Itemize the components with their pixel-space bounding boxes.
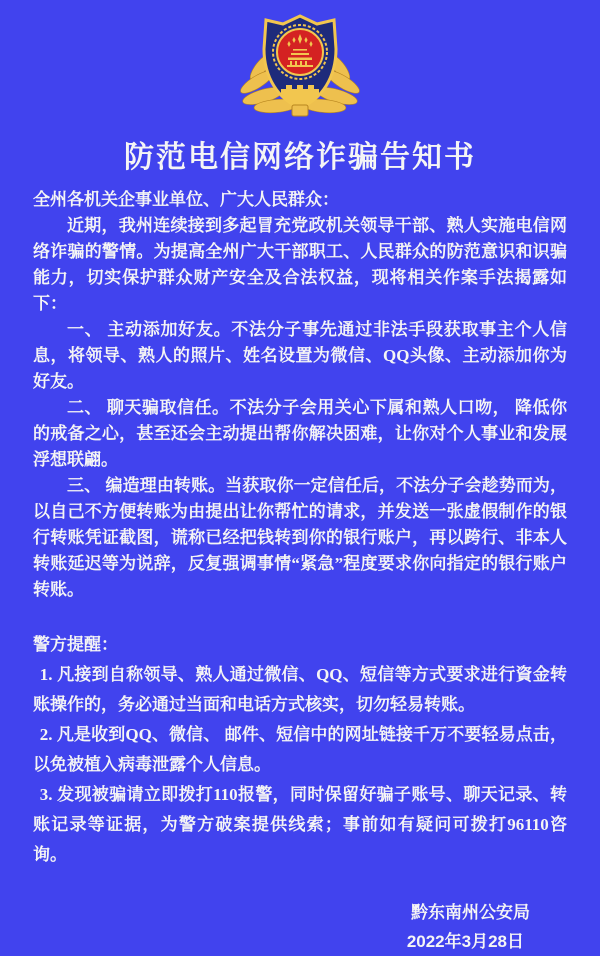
- police-badge-icon: [237, 7, 363, 119]
- police-reminder-section: [33, 630, 567, 870]
- issuer-name: 黔东南州公安局: [411, 903, 530, 922]
- reminder-item-3: 3. 发现被骗请立即拨打110报警，同时保留好骗子账号、聊天记录、转账记录等证据，为警方破案提供线索；事前如有疑问可拨打96110咨询。: [33, 785, 567, 864]
- badge-container: [0, 0, 600, 119]
- signature-block: [33, 898, 567, 956]
- reminder-item-1: 1. 凡接到自称领导、熟人通过微信、QQ、短信等方式要求进行資金转账操作的，务必通过当面和电话方式核实，切勿轻易转账。: [33, 665, 567, 714]
- issue-date: 2022年3月28日: [406, 932, 524, 951]
- page-title: 防范电信网络诈骗告知书: [124, 141, 476, 174]
- notice-body: [0, 187, 600, 956]
- method-paragraph-1: 一、 主动添加好友。不法分子事先通过非法手段获取事主个人信息，将领导、熟人的照片、姓名设置为微信、QQ头像、主动添加你为好友。: [33, 320, 567, 391]
- reminder-heading: 警方提醒：: [33, 635, 118, 654]
- salutation: 全州各机关企事业单位、广大人民群众：: [33, 190, 339, 209]
- method-paragraph-3: 三、 编造理由转账。当获取你一定信任后，不法分子会趁势而为，以自己不方便转账为由提出让你帮忙的请求，并发送一张虚假制作的银行转账凭证截图，谎称已经把钱转到你的银行账户，再以跨行、非本人转账延迟等为说辞，反复强调事情“紧急”程度要求你向指定的银行账户转账。: [33, 476, 567, 599]
- method-paragraph-2: 二、 聊天骗取信任。不法分子会用关心下属和熟人口吻， 降低你的戒备之心，甚至还会主动提出帮你解决困难，让你对个人事业和发展浮想联翩。: [33, 398, 567, 469]
- reminder-item-2: 2. 凡是收到QQ、微信、 邮件、短信中的网址链接千万不要轻易点击，以免被植入病毒泄露个人信息。: [33, 725, 567, 774]
- intro-paragraph: 近期，我州连续接到多起冒充党政机关领导干部、熟人实施电信网络诈骗的警情。为提高全州广大干部职工、人民群众的防范意识和识骗能力，切实保护群众财产安全及合法权益，现将相关作案手法揭露如下：: [33, 216, 567, 313]
